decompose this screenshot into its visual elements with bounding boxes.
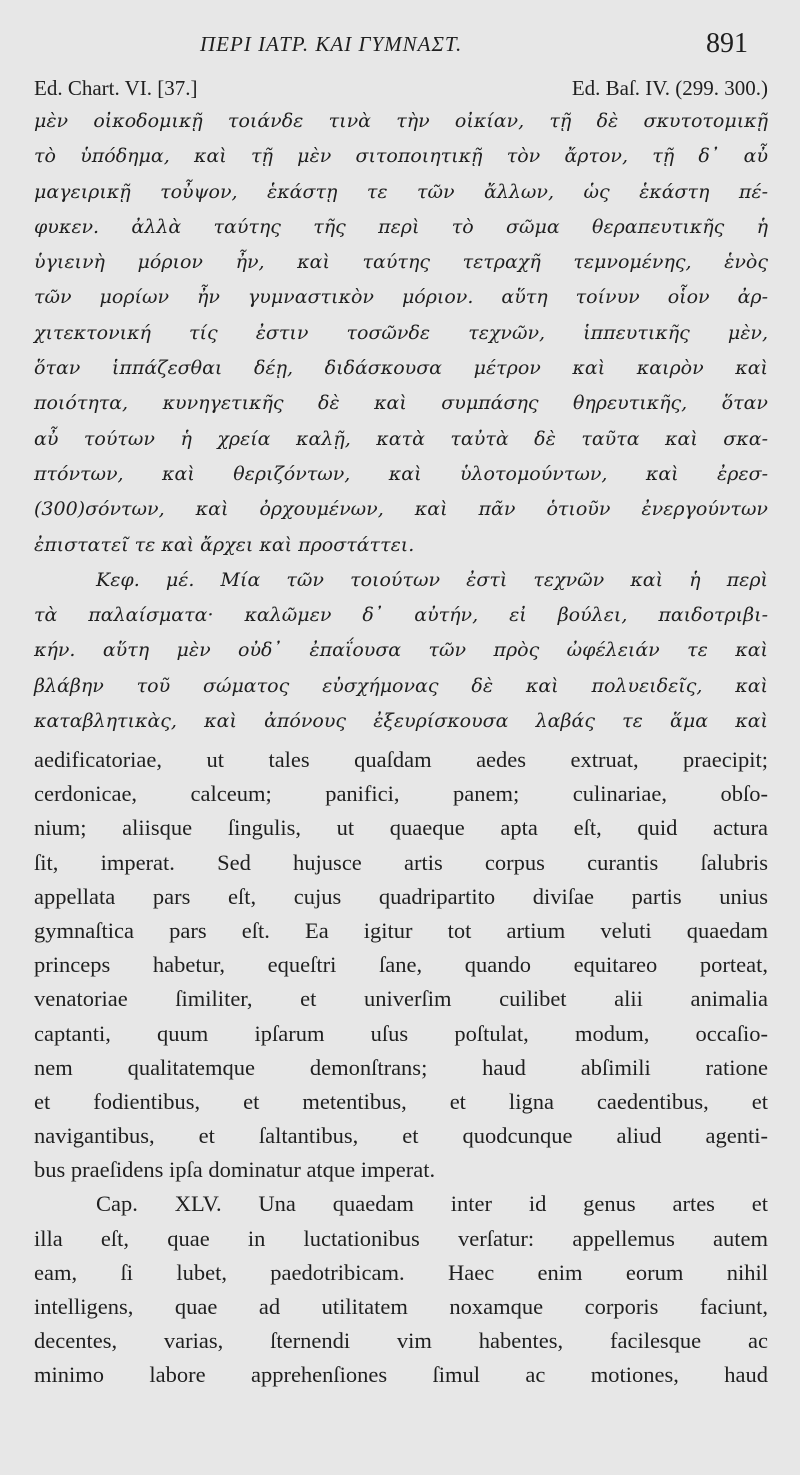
latin-line: aedificatoriae, ut tales quaſdam aedes extruat, praecipit; [34, 747, 768, 772]
greek-line: μὲν οἰκοδομικῇ τοιάνδε τινὰ τὴν οἰκίαν, τῇ δὲ σκυτοτομικῇ [34, 110, 768, 132]
latin-line: princeps habetur, equeſtri ſane, quando equitareo porteat, [34, 952, 768, 978]
greek-line: καταβλητικὰς, καὶ ἀπόνους ἐξευρίσκουσα λαβάς τε ἅμα καὶ [34, 710, 768, 733]
greek-line: ὑγιεινὴ μόριον ἦν, καὶ ταύτης τετραχῆ τεμνομένης, ἑνὸς [34, 251, 768, 274]
greek-line: μαγειρικῇ τοὖψον, ἑκάστῃ τε τῶν ἄλλων, ὡς ἑκάστη πέ- [34, 180, 768, 203]
greek-line: αὖ τούτων ἡ χρεία καλῇ, κατὰ ταὐτὰ δὲ ταῦτα καὶ σκα- [34, 427, 768, 450]
latin-line: eam, ſi lubet, paedotribicam. Haec enim eorum nihil [34, 1259, 768, 1285]
edition-chart-reference: Ed. Chart. VI. [37.] [34, 76, 198, 100]
greek-chapter-heading-line: Κεφ. μέ. Μία τῶν τοιούτων ἐστὶ τεχνῶν καὶ ἡ περὶ [96, 568, 768, 591]
greek-text-block [34, 104, 768, 739]
latin-line: navigantibus, et ſaltantibus, et quodcunque aliud agenti- [34, 1123, 768, 1149]
latin-text-block [34, 743, 768, 1393]
greek-line: ἐπιστατεῖ τε καὶ ἄρχει καὶ προστάττει. [34, 533, 415, 556]
greek-line: φυκεν. ἀλλὰ ταύτης τῆς περὶ τὸ σῶμα θεραπευτικῆς ἡ [34, 215, 768, 238]
latin-line: bus praeſidens ipſa dominatur atque imperat. [34, 1157, 436, 1183]
running-title: ΠΕΡΙ ΙΑΤΡ. ΚΑΙ ΓΥΜΝΑΣΤ. [200, 32, 463, 56]
latin-line: cerdonicae, calceum; panifici, panem; culinariae, obſo- [34, 781, 768, 807]
latin-line: captanti, quum ipſarum uſus poſtulat, modum, occaſio- [34, 1020, 768, 1046]
latin-line: illa eſt, quae in luctationibus verſatur: appellemus autem [34, 1225, 768, 1251]
greek-line: βλάβην τοῦ σώματος εὐσχήμονας δὲ καὶ πολυειδεῖς, καὶ [34, 674, 768, 697]
latin-line: decentes, varias, ſternendi vim habentes, facilesque ac [34, 1328, 768, 1354]
page-number: 891 [706, 28, 748, 59]
latin-line: et fodientibus, et metentibus, et ligna caedentibus, et [34, 1088, 768, 1114]
greek-line: τῶν μορίων ἦν γυμναστικὸν μόριον. αὕτη τοίνυν οἷον ἀρ- [34, 286, 768, 309]
latin-line: minimo labore apprehenſiones ſimul ac motiones, haud [34, 1362, 768, 1388]
greek-line: τὸ ὑπόδημα, καὶ τῇ μὲν σιτοποιητικῇ τὸν ἄρτον, τῇ δ᾽ αὖ [34, 145, 768, 168]
latin-line: nium; aliisque ſingulis, ut quaeque apta eſt, quid actura [34, 815, 768, 841]
latin-line: nem qualitatemque demonſtrans; haud abſimili ratione [34, 1054, 768, 1080]
greek-line: ποιότητα, κυνηγετικῆς δὲ καὶ συμπάσης θηρευτικῆς, ὅταν [34, 392, 768, 415]
greek-line: ὅταν ἱππάζεσθαι δέῃ, διδάσκουσα μέτρον καὶ καιρὸν καὶ [34, 357, 768, 380]
greek-line: (300)σόντων, καὶ ὀρχουμένων, καὶ πᾶν ὁτιοῦν ἐνεργούντων [34, 498, 768, 521]
latin-line: venatoriae ſimiliter, et univerſim cuilibet alii animalia [34, 986, 768, 1012]
latin-chapter-heading-line: Cap. XLV. Una quaedam inter id genus artes et [96, 1191, 768, 1217]
running-head [0, 26, 800, 66]
greek-line: πτόντων, καὶ θεριζόντων, καὶ ὑλοτομούντων, καὶ ἐρεσ- [34, 462, 768, 485]
greek-line: χιτεκτονική τίς ἐστιν τοσῶνδε τεχνῶν, ἱππευτικῆς μὲν, [34, 321, 768, 344]
latin-line: intelligens, quae ad utilitatem noxamque corporis faciunt, [34, 1294, 768, 1319]
latin-line: gymnaſtica pars eſt. Ea igitur tot artium veluti quaedam [34, 917, 768, 943]
greek-line: κήν. αὕτη μὲν οὐδ᾽ ἐπαΐουσα τῶν πρὸς ὠφέλειάν τε καὶ [34, 639, 768, 662]
edition-basel-reference: Ed. Baſ. IV. (299. 300.) [571, 76, 768, 100]
greek-line: τὰ παλαίσματα· καλῶμεν δ᾽ αὐτήν, εἰ βούλει, παιδοτριβι- [34, 604, 768, 627]
latin-line: appellata pars eſt, cujus quadripartito diviſae partis unius [34, 883, 768, 909]
latin-line: ſit, imperat. Sed hujusce artis corpus curantis ſalubris [34, 849, 768, 875]
